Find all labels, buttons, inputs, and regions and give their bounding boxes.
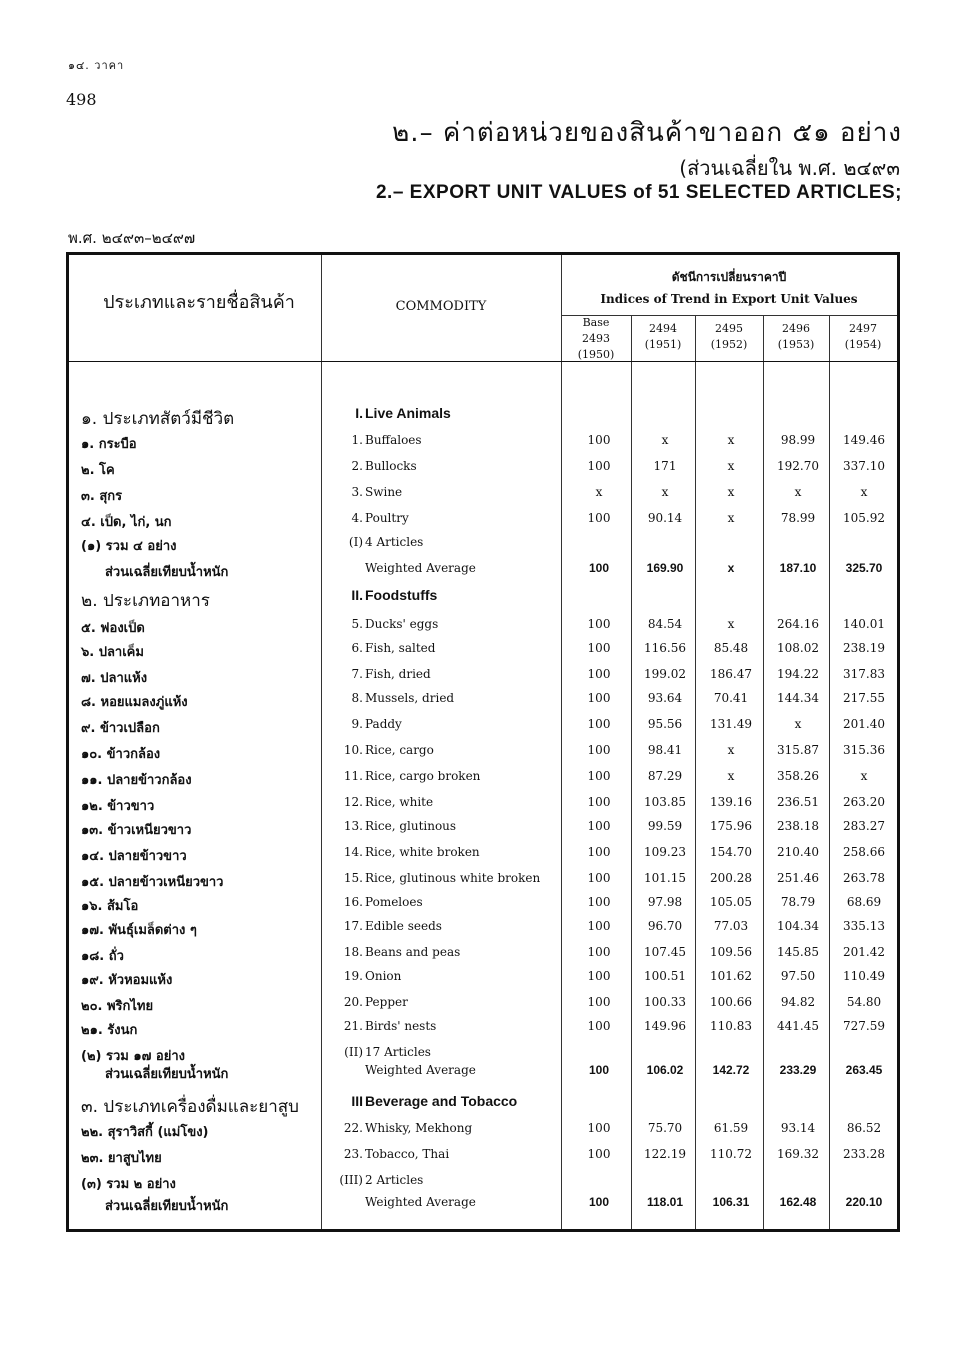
period-label: พ.ศ. ๒๔๙๓–๒๔๙๗ [68, 229, 196, 247]
section-row [69, 405, 897, 429]
value-cell: 162.48 [779, 1195, 817, 1209]
value-cell: 101.62 [710, 969, 752, 983]
item-number: 11. [343, 769, 363, 783]
thai-label: ๑๑. ปลายข้าวกล้อง [81, 773, 192, 788]
commodity-label: Weighted Average [365, 1195, 476, 1209]
value-cell: 100 [587, 919, 611, 933]
year-header-line: 2497 [849, 322, 877, 335]
thai-label: ๗. ปลาแห้ง [81, 671, 148, 686]
value-cell: x [860, 769, 868, 783]
value-cell: 264.16 [777, 617, 819, 631]
thai-label: ๒๐. พริกไทย [81, 999, 154, 1014]
value-cell: 70.41 [713, 691, 749, 705]
table-row [69, 667, 897, 691]
item-number: 16. [343, 895, 363, 909]
value-cell: 142.72 [712, 1063, 750, 1077]
item-number: 5. [351, 617, 363, 631]
value-cell: 100 [588, 1063, 610, 1077]
commodity-label: Mussels, dried [365, 691, 455, 705]
value-cell: 85.48 [713, 641, 749, 655]
value-cell: 145.85 [777, 945, 819, 959]
commodity-label: Beans and peas [365, 945, 461, 959]
value-cell: 99.59 [647, 819, 683, 833]
table-row [69, 617, 897, 641]
value-cell: 315.87 [777, 743, 819, 757]
value-cell: 93.64 [647, 691, 683, 705]
thai-label: ๑. กระบือ [81, 437, 137, 452]
thai-label: ๑๐. ข้าวกล้อง [81, 747, 161, 762]
value-cell: 317.83 [843, 667, 885, 681]
commodity-label: Rice, glutinous white broken [365, 871, 541, 885]
title-english: 2.– EXPORT UNIT VALUES of 51 SELECTED ARTICLES; [375, 182, 902, 203]
value-cell: 325.70 [845, 561, 883, 575]
value-cell: 100 [587, 641, 611, 655]
column-header-thai: ประเภทและรายชื่อสินค้า [103, 292, 295, 313]
value-cell: 109.23 [644, 845, 686, 859]
item-number: I. [355, 405, 363, 421]
value-cell: 236.51 [777, 795, 819, 809]
value-cell: 100 [587, 895, 611, 909]
item-number: (II) [344, 1045, 363, 1059]
value-cell: x [727, 459, 735, 473]
value-cell: 106.02 [646, 1063, 684, 1077]
item-number: 3. [351, 485, 363, 499]
commodity-label: Fish, salted [365, 641, 436, 655]
commodity-label: Weighted Average [365, 561, 476, 575]
value-cell: 100.33 [644, 995, 686, 1009]
commodity-label: Rice, cargo [365, 743, 434, 757]
item-number: (III) [339, 1173, 363, 1187]
value-cell: 201.42 [843, 945, 885, 959]
value-cell: x [794, 485, 802, 499]
page-number: 498 [66, 90, 97, 109]
value-cell: x [794, 717, 802, 731]
item-number: 2. [351, 459, 363, 473]
thai-label: ๔. เป็ด, ไก่, นก [81, 515, 172, 530]
year-header [829, 321, 897, 353]
item-number: 13. [343, 819, 363, 833]
value-cell: x [727, 617, 735, 631]
thai-label: ๕. ฟองเป็ด [81, 621, 145, 636]
item-number: 15. [343, 871, 363, 885]
value-cell: 251.46 [777, 871, 819, 885]
table-row [69, 717, 897, 741]
value-cell: 100 [587, 1019, 611, 1033]
year-header-line: (1954) [844, 338, 882, 351]
thai-label: ๒๓. ยาสูบไทย [81, 1151, 162, 1166]
year-header-line: 2494 [649, 322, 677, 335]
thai-label: ๒. โค [81, 463, 115, 478]
value-cell: 100 [587, 1147, 611, 1161]
table-row [69, 433, 897, 457]
commodity-label: Rice, glutinous [365, 819, 457, 833]
value-cell: 54.80 [846, 995, 882, 1009]
value-cell: 100 [587, 945, 611, 959]
table-row [69, 691, 897, 715]
value-cell: 283.27 [843, 819, 885, 833]
thai-label: (๑) รวม ๔ อย่าง [81, 539, 177, 554]
commodity-label: Beverage and Tobacco [365, 1093, 518, 1109]
thai-label: ๑๘. ถั่ว [81, 949, 124, 964]
value-cell: 106.31 [712, 1195, 750, 1209]
value-cell: 105.92 [843, 511, 885, 525]
commodity-label: Pomeloes [365, 895, 423, 909]
value-cell: 100 [587, 511, 611, 525]
item-number: 18. [343, 945, 363, 959]
indices-header-english: Indices of Trend in Export Unit Values [600, 292, 858, 306]
value-cell: 100.66 [710, 995, 752, 1009]
folio: ๑๔. วาคา [68, 59, 125, 72]
value-cell: 131.49 [710, 717, 752, 731]
year-header [763, 321, 829, 353]
value-cell: 95.56 [647, 717, 683, 731]
value-cell: 68.69 [846, 895, 882, 909]
thai-label: ส่วนเฉลี่ยเทียบน้ำหนัก [105, 565, 229, 580]
commodity-label: Live Animals [365, 405, 451, 421]
value-cell: 210.40 [777, 845, 819, 859]
value-cell: 233.28 [843, 1147, 885, 1161]
value-cell: x [727, 743, 735, 757]
table-row [69, 919, 897, 943]
thai-label: ๙. ข้าวเปลือก [81, 721, 160, 736]
value-cell: 149.96 [644, 1019, 686, 1033]
value-cell: 110.49 [843, 969, 885, 983]
value-cell: 100 [587, 667, 611, 681]
value-cell: 87.29 [647, 769, 683, 783]
table-row [69, 485, 897, 509]
value-cell: 100 [587, 717, 611, 731]
average-row [69, 561, 897, 585]
value-cell: 103.85 [644, 795, 686, 809]
value-cell: 110.83 [710, 1019, 752, 1033]
thai-label: ๖. ปลาเค็ม [81, 645, 144, 660]
value-cell: 90.14 [647, 511, 683, 525]
value-cell: 335.13 [843, 919, 885, 933]
value-cell: 100 [587, 743, 611, 757]
value-cell: 199.02 [644, 667, 686, 681]
table-row [69, 1147, 897, 1171]
year-header [631, 321, 695, 353]
value-cell: 169.90 [646, 561, 684, 575]
section-row [69, 1093, 897, 1117]
value-cell: 315.36 [843, 743, 885, 757]
value-cell: 194.22 [777, 667, 819, 681]
value-cell: 109.56 [710, 945, 752, 959]
column-header-commodity: COMMODITY [395, 299, 487, 314]
thai-label: ๑๙. หัวหอมแห้ง [81, 973, 173, 988]
commodity-label: Whisky, Mekhong [365, 1121, 473, 1135]
section-row [69, 587, 897, 611]
year-header-line: Base [582, 316, 610, 329]
commodity-label: Pepper [365, 995, 408, 1009]
commodity-label: Paddy [365, 717, 402, 731]
value-cell: 358.26 [777, 769, 819, 783]
year-header-line: (1953) [777, 338, 815, 351]
value-cell: 100 [587, 1121, 611, 1135]
value-cell: 149.46 [843, 433, 885, 447]
value-cell: 105.05 [710, 895, 752, 909]
commodity-label: Weighted Average [365, 1063, 476, 1077]
value-cell: 192.70 [777, 459, 819, 473]
value-cell: 139.16 [710, 795, 752, 809]
value-cell: 78.99 [780, 511, 816, 525]
table-row [69, 845, 897, 869]
thai-label: ๑๖. ส้มโอ [81, 899, 139, 914]
value-cell: 263.45 [845, 1063, 883, 1077]
table-row [69, 871, 897, 895]
value-cell: 100 [587, 819, 611, 833]
item-number: 12. [343, 795, 363, 809]
value-cell: 78.79 [780, 895, 816, 909]
value-cell: 100 [587, 769, 611, 783]
value-cell: 200.28 [710, 871, 752, 885]
item-number: 22. [343, 1121, 363, 1135]
item-number: 1. [351, 433, 363, 447]
year-header-line: 2495 [715, 322, 743, 335]
commodity-label: Edible seeds [365, 919, 442, 933]
data-table [66, 252, 900, 1232]
table-row [69, 459, 897, 483]
thai-label: ๒๑. รังนก [81, 1023, 138, 1038]
thai-label: ส่วนเฉลี่ยเทียบน้ำหนัก [105, 1199, 229, 1214]
value-cell: 154.70 [710, 845, 752, 859]
item-number: 21. [343, 1019, 363, 1033]
commodity-label: Rice, white broken [365, 845, 480, 859]
table-row [69, 535, 897, 559]
value-cell: 101.15 [644, 871, 686, 885]
thai-label: ๒๒. สุราวิสกี้ (แม่โขง) [81, 1125, 209, 1140]
value-cell: 171 [653, 459, 677, 473]
item-number: 8. [351, 691, 363, 705]
thai-label: ๑๔. ปลายข้าวขาว [81, 849, 187, 864]
subtitle-thai: (ส่วนเฉลี่ยใน พ.ศ. ๒๔๙๓ [679, 156, 900, 180]
value-cell: x [595, 485, 603, 499]
item-number: 4. [351, 511, 363, 525]
value-cell: 220.10 [845, 1195, 883, 1209]
value-cell: x [661, 485, 669, 499]
value-cell: 84.54 [647, 617, 683, 631]
table-row [69, 743, 897, 767]
value-cell: x [727, 485, 735, 499]
header-rule [69, 361, 897, 362]
value-cell: 233.29 [779, 1063, 817, 1077]
thai-label: ๑๒. ข้าวขาว [81, 799, 155, 814]
year-header [561, 315, 631, 363]
year-header-line: (1951) [644, 338, 682, 351]
value-cell: 97.50 [780, 969, 816, 983]
value-cell: 116.56 [644, 641, 686, 655]
commodity-label: 17 Articles [365, 1045, 431, 1059]
year-header-line: 2493 [582, 332, 610, 345]
thai-label: (๒) รวม ๑๗ อย่าง [81, 1049, 185, 1064]
value-cell: x [860, 485, 868, 499]
value-cell: 441.45 [777, 1019, 819, 1033]
value-cell: 100 [587, 795, 611, 809]
commodity-label: Swine [365, 485, 403, 499]
value-cell: x [727, 511, 735, 525]
commodity-label: Onion [365, 969, 402, 983]
table-row [69, 1173, 897, 1197]
value-cell: 100 [587, 459, 611, 473]
table-row [69, 995, 897, 1019]
commodity-label: Rice, white [365, 795, 434, 809]
value-cell: 122.19 [644, 1147, 686, 1161]
value-cell: 97.98 [647, 895, 683, 909]
thai-label: ๑๕. ปลายข้าวเหนียวขาว [81, 875, 224, 890]
value-cell: 238.19 [843, 641, 885, 655]
value-cell: 108.02 [777, 641, 819, 655]
value-cell: 93.14 [780, 1121, 816, 1135]
value-cell: 175.96 [710, 819, 752, 833]
commodity-label: Foodstuffs [365, 587, 438, 603]
table-row [69, 769, 897, 793]
year-header-line: 2496 [782, 322, 810, 335]
value-cell: 77.03 [713, 919, 749, 933]
table-row [69, 641, 897, 665]
value-cell: x [661, 433, 669, 447]
value-cell: 100 [587, 617, 611, 631]
item-number: 7. [351, 667, 363, 681]
value-cell: 100 [587, 995, 611, 1009]
title-thai: ๒.– ค่าต่อหน่วยของสินค้าขาออก ๕๑ อย่าง [392, 118, 902, 148]
commodity-label: Bullocks [365, 459, 417, 473]
thai-label: ๑. ประเภทสัตว์มีชีวิต [81, 409, 235, 429]
table-row [69, 1121, 897, 1145]
value-cell: 94.82 [780, 995, 816, 1009]
value-cell: 100 [587, 845, 611, 859]
value-cell: 100.51 [644, 969, 686, 983]
year-header-line: (1950) [577, 348, 615, 361]
indices-header-thai: ดัชนีการเปลี่ยนราคาปี [671, 270, 787, 284]
value-cell: 263.78 [843, 871, 885, 885]
commodity-label: Buffaloes [365, 433, 422, 447]
value-cell: 107.45 [644, 945, 686, 959]
value-cell: 110.72 [710, 1147, 752, 1161]
value-cell: x [727, 769, 735, 783]
value-cell: 96.70 [647, 919, 683, 933]
commodity-label: Rice, cargo broken [365, 769, 481, 783]
item-number: 9. [351, 717, 363, 731]
commodity-label: 4 Articles [365, 535, 424, 549]
value-cell: 75.70 [647, 1121, 683, 1135]
item-number: II. [351, 587, 363, 603]
commodity-label: Ducks' eggs [365, 617, 439, 631]
table-row [69, 795, 897, 819]
commodity-label: Tobacco, Thai [365, 1147, 450, 1161]
value-cell: 98.99 [780, 433, 816, 447]
thai-label: ๑๗. พันธุ์เมล็ดต่าง ๆ [81, 923, 197, 938]
thai-label: ๑๓. ข้าวเหนียวขาว [81, 823, 192, 838]
value-cell: 100 [588, 1195, 610, 1209]
thai-label: ส่วนเฉลี่ยเทียบน้ำหนัก [105, 1067, 229, 1082]
table-row [69, 945, 897, 969]
value-cell: x [727, 561, 735, 575]
table-row [69, 1019, 897, 1043]
item-number: 6. [351, 641, 363, 655]
table-row [69, 895, 897, 919]
value-cell: 217.55 [843, 691, 885, 705]
year-header-line: (1952) [710, 338, 748, 351]
commodity-label: Poultry [365, 511, 409, 525]
value-cell: 186.47 [710, 667, 752, 681]
year-header [695, 321, 763, 353]
thai-label: (๓) รวม ๒ อย่าง [81, 1177, 176, 1192]
value-cell: 118.01 [646, 1195, 684, 1209]
value-cell: 104.34 [777, 919, 819, 933]
value-cell: 258.66 [843, 845, 885, 859]
thai-label: ๓. ประเภทเครื่องดื่มและยาสูบ [81, 1097, 299, 1117]
item-number: 10. [343, 743, 363, 757]
item-number: 14. [343, 845, 363, 859]
commodity-label: 2 Articles [365, 1173, 424, 1187]
value-cell: 100 [587, 969, 611, 983]
value-cell: x [727, 433, 735, 447]
table-row [69, 969, 897, 993]
item-number: 23. [343, 1147, 363, 1161]
item-number: (I) [348, 535, 363, 549]
commodity-label: Fish, dried [365, 667, 431, 681]
value-cell: 100 [588, 561, 610, 575]
value-cell: 337.10 [843, 459, 885, 473]
value-cell: 238.18 [777, 819, 819, 833]
thai-label: ๘. หอยแมลงภู่แห้ง [81, 695, 188, 710]
commodity-label: Birds' nests [365, 1019, 437, 1033]
value-cell: 100 [587, 433, 611, 447]
average-row [69, 1063, 897, 1087]
value-cell: 100 [587, 871, 611, 885]
thai-label: ๓. สุกร [81, 489, 123, 504]
value-cell: 263.20 [843, 795, 885, 809]
table-row [69, 819, 897, 843]
value-cell: 98.41 [647, 743, 683, 757]
item-number: 17. [343, 919, 363, 933]
average-row [69, 1195, 897, 1219]
value-cell: 144.34 [777, 691, 819, 705]
table-row [69, 511, 897, 535]
item-number: 19. [343, 969, 363, 983]
value-cell: 140.01 [843, 617, 885, 631]
value-cell: 169.32 [777, 1147, 819, 1161]
value-cell: 201.40 [843, 717, 885, 731]
value-cell: 727.59 [843, 1019, 885, 1033]
value-cell: 86.52 [846, 1121, 882, 1135]
value-cell: 61.59 [713, 1121, 749, 1135]
item-number: III [351, 1093, 363, 1109]
value-cell: 100 [587, 691, 611, 705]
value-cell: 187.10 [779, 561, 817, 575]
item-number: 20. [343, 995, 363, 1009]
thai-label: ๒. ประเภทอาหาร [81, 591, 210, 611]
